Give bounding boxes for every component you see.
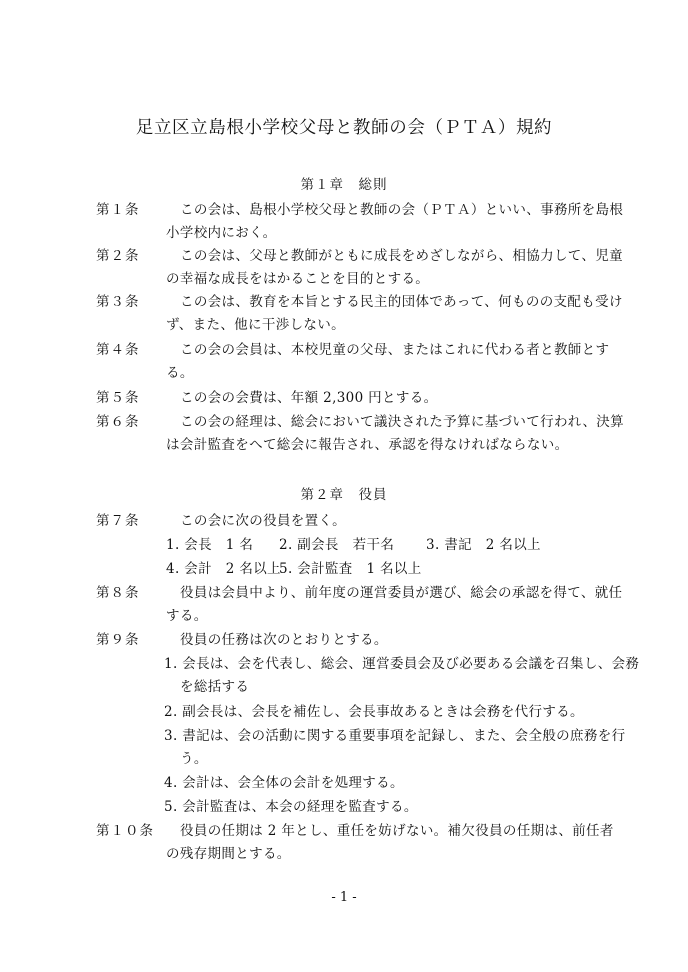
duty-item: 4. 会計は、会全体の会計を処理する。 [164,775,404,791]
officer-item: 2. 副会長 若干名 [279,537,395,553]
duty-item: 5. 会計監査は、本会の経理を監査する。 [164,799,418,815]
article-text: 役員の任期は 2 年とし、重任を妨げない。補欠役員の任期は、前任者の残存期間とする。 [166,823,614,862]
article-text: 役員の任務は次のとおりとする。 [180,632,388,648]
officer-item: 5. 会計監査 1 名以上 [279,561,422,577]
officer-list-row [166,558,422,581]
article-number: 第２条 [96,248,140,264]
article-number: 第１０条 [96,823,154,839]
article-number: 第４条 [96,342,140,358]
article-text: この会の会員は、本校児童の父母、またはこれに代わる者と教師とする。 [166,342,610,381]
duty-item: 1. 会長は、会を代表し、総会、運営委員会及び必要ある会議を召集し、会務を総括する [164,656,640,695]
document-title: 足立区立島根小学校父母と教師の会（ＰＴＡ）規約 [135,118,553,138]
article-text: この会の会費は、年額 2,300 円とする。 [180,390,438,406]
officer-list-row [166,534,541,557]
chapter-heading: 第２章 役員 [300,487,388,503]
officer-item: 3. 書記 2 名以上 [426,537,541,553]
article-text: この会の経理は、総会において議決された予算に基づいて行われ、決算は会計監査をへて総会に報告され、承認を得なければならない。 [166,414,625,453]
officer-item: 4. 会計 2 名以上 [166,561,281,577]
officer-item: 1. 会長 1 名 [166,537,254,553]
article-text: この会に次の役員を置く。 [180,513,346,529]
duty-item: 3. 書記は、会の活動に関する重要事項を記録し、また、会全般の庶務を行う。 [164,728,626,767]
article-number: 第６条 [96,414,140,430]
article-text: この会は、父母と教師がともに成長をめざしながら、相協力して、児童の幸福な成長をはかることを目的とする。 [166,248,623,287]
article-text: 役員は会員中より、前年度の運営委員が選び、総会の承認を得て、就任する。 [166,585,623,624]
article-number: 第１条 [96,202,140,218]
chapter-heading: 第１章 総則 [300,177,388,193]
page-number: - 1 - [331,890,357,905]
article-number: 第５条 [96,390,140,406]
article-number: 第３条 [96,294,140,310]
article-number: 第７条 [96,513,140,529]
article-number: 第８条 [96,585,140,601]
article-text: この会は、教育を本旨とする民主的団体であって、何ものの支配も受けず、また、他に干渉しない。 [166,294,623,333]
article-number: 第９条 [96,632,140,648]
article-text: この会は、島根小学校父母と教師の会（ＰＴＡ）といい、事務所を島根小学校内におく。 [166,202,624,241]
duty-item: 2. 副会長は、会長を補佐し、会長事故あるときは会務を代行する。 [164,704,584,720]
